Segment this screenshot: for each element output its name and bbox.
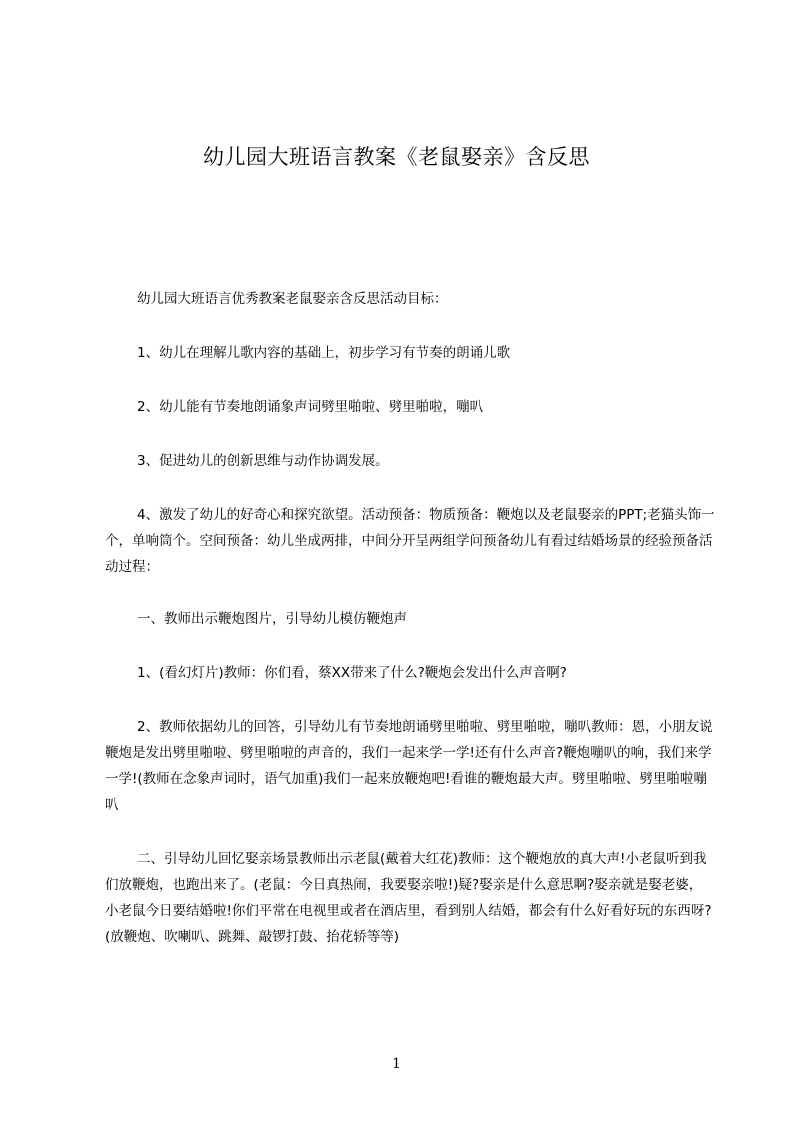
page-number: 1 — [392, 1056, 401, 1072]
paragraph-goal-4-preparation: 4、激发了幼儿的好奇心和探究欲望。活动预备：物质预备：鞭炮以及老鼠娶亲的PPT;老猫头饰一个，单响筒个。空间预备：幼儿坐成两排，中间分开呈两组学问预备幼儿有看过结婚场景的经验预备活动过程： — [105, 507, 715, 575]
paragraph-goal-3: 3、促进幼儿的创新思维与动作协调发展。 — [137, 453, 389, 469]
paragraph-goal-1: 1、幼儿在理解儿歌内容的基础上，初步学习有节奏的朗诵儿歌 — [137, 345, 511, 361]
paragraph-section-1-heading: 一、教师出示鞭炮图片，引导幼儿模仿鞭炮声 — [137, 611, 407, 627]
paragraph-section-2: 二、引导幼儿回忆娶亲场景教师出示老鼠(戴着大红花)教师：这个鞭炮放的真大声!小老鼠听到我们放鞭炮，也跑出来了。(老鼠：今日真热闹，我要娶亲啦!)疑?娶亲是什么意思啊?娶亲就是娶老婆，小老鼠今日要结婚啦!你们平常在电视里或者在酒店里，看到别人结婚，都会有什么好看好玩的东西呀?(放鞭炮、吹喇叭、跳舞、敲锣打鼓、抬花轿等等) — [105, 851, 712, 945]
document-title: 幼儿园大班语言教案《老鼠娶亲》含反思 — [203, 145, 590, 169]
paragraph-goal-2: 2、幼儿能有节奏地朗诵象声词劈里啪啦、劈里啪啦，嘣叭 — [137, 399, 484, 415]
paragraph-step-1: 1、(看幻灯片)教师：你们看，蔡XX带来了什么?鞭炮会发出什么声音啊? — [137, 665, 567, 681]
paragraph-step-2: 2、教师依据幼儿的回答，引导幼儿有节奏地朗诵劈里啪啦、劈里啪啦，嘣叭教师：恩，小朋友说鞭炮是发出劈里啪啦、劈里啪啦的声音的，我们一起来学一学!还有什么声音?鞭炮嘣叭的响，我们来学一学!(教师在念象声词时，语气加重)我们一起来放鞭炮吧!看谁的鞭炮最大声。劈里啪啦、劈里啪啦嘣叭 — [105, 719, 713, 813]
paragraph-intro: 幼儿园大班语言优秀教案老鼠娶亲含反思活动目标： — [137, 291, 448, 307]
